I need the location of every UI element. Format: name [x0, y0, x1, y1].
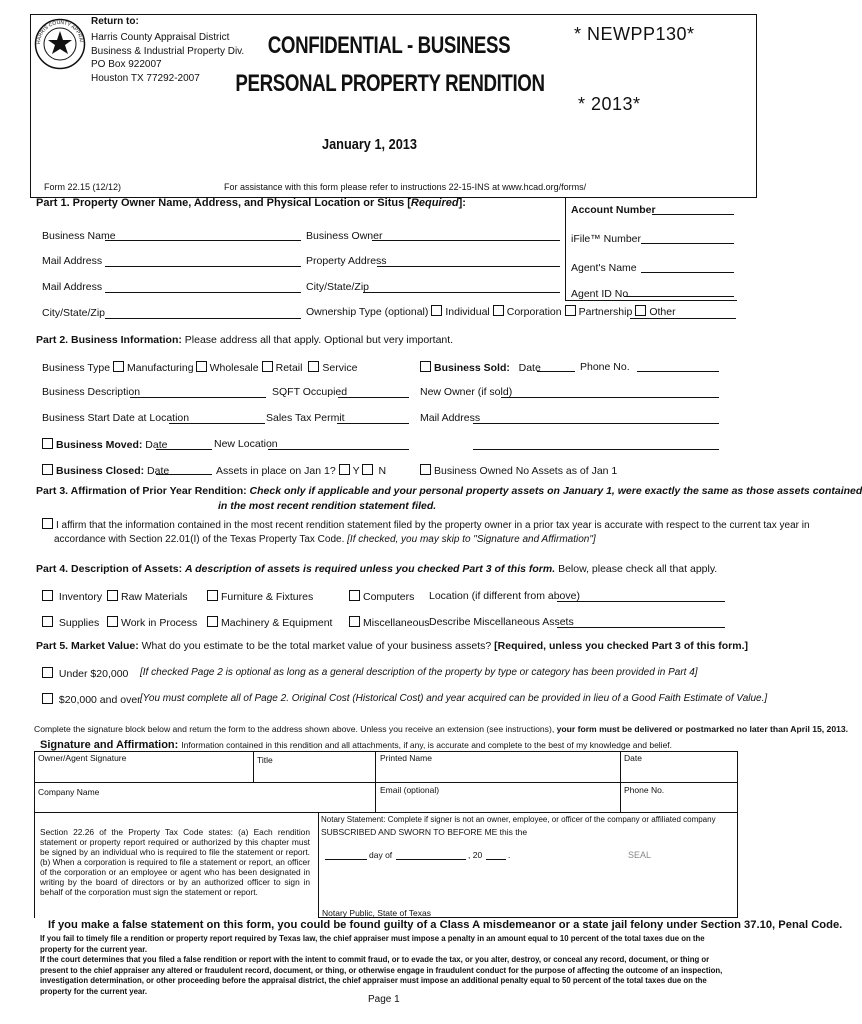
- sales-tax-permit-label: Sales Tax Permit: [266, 412, 345, 424]
- miscellaneous-option: Miscellaneous: [349, 616, 430, 629]
- sold-date-field[interactable]: [537, 371, 575, 372]
- computers-option: Computers: [349, 590, 414, 603]
- inventory-option: Inventory: [42, 590, 102, 603]
- assets-in-place-row: Assets in place on Jan 1? Y N: [216, 465, 387, 477]
- page-number: Page 1: [368, 994, 400, 1005]
- furniture-option: Furniture & Fixtures: [207, 590, 313, 603]
- part5-heading: Part 5. Market Value: What do you estimate to be the total market value of your business assets? [Required, unless you checked Part 3 of this form.]: [36, 640, 748, 652]
- phone-label: Phone No.: [624, 785, 665, 795]
- agent-name-field[interactable]: [641, 272, 734, 273]
- machinery-checkbox[interactable]: [207, 616, 218, 627]
- notary-year-field[interactable]: [486, 859, 506, 860]
- email-label: Email (optional): [380, 785, 440, 795]
- start-date-field[interactable]: [169, 423, 265, 424]
- furniture-checkbox[interactable]: [207, 590, 218, 601]
- individual-checkbox[interactable]: [431, 305, 442, 316]
- form-date: January 1, 2013: [322, 136, 417, 153]
- address-line: Houston TX 77292-2007: [91, 72, 200, 84]
- section-22-26-text: Section 22.26 of the Property Tax Code states: (a) Each rendition statement or property report required or authorized by this chapter must be signed by an individual who is required to file the statement or report. (b) When a corporation is required to file a statement or report, an officer of the corporation or an employee or agent who has been designated in writing by the board of directors or by an authorized officer to sign in behalf of the corporation must sign the statement or report.: [40, 827, 310, 897]
- notary-public-label: Notary Public, State of Texas: [322, 908, 431, 918]
- moved-date-field[interactable]: [156, 449, 212, 450]
- return-address: [91, 31, 244, 85]
- notary-day-field[interactable]: [325, 859, 367, 860]
- business-description-label: Business Description: [42, 386, 141, 398]
- part3-heading-cont: in the most recent rendition statement filed.: [218, 500, 437, 512]
- business-owner-label: Business Owner: [306, 230, 383, 242]
- business-sold-checkbox[interactable]: [420, 361, 431, 372]
- mail-address2-field[interactable]: [105, 292, 301, 293]
- year-prefix-label: , 20: [468, 850, 483, 860]
- city-state-zip-label: City/State/Zip: [306, 281, 370, 293]
- describe-misc-label: Describe Miscellaneous Assets: [429, 616, 574, 628]
- form-number: Form 22.15 (12/12): [44, 182, 122, 192]
- notary-statement: Notary Statement: Complete if signer is not an owner, employee, or officer of the company or affiliated company: [321, 815, 716, 824]
- computers-checkbox[interactable]: [349, 590, 360, 601]
- part3-heading: Part 3. Affirmation of Prior Year Rendition: Check only if applicable and your personal property assets on January 1, were exactly the same as those assets contained: [36, 485, 862, 497]
- over-20000-note: [You must complete all of Page 2. Original Cost (Historical Cost) and year acquired can be provided in lieu of a Good Faith Estimate of Value.]: [140, 693, 768, 704]
- owner-agent-signature-label: Owner/Agent Signature: [38, 753, 127, 763]
- supplies-checkbox[interactable]: [42, 616, 53, 627]
- owned-no-assets-checkbox[interactable]: [420, 464, 431, 475]
- business-owner-field[interactable]: [372, 240, 560, 241]
- other-field[interactable]: [630, 318, 736, 319]
- business-name-label: Business Name: [42, 230, 116, 242]
- assets-no-checkbox[interactable]: [362, 464, 373, 475]
- form-code-barcode: * NEWPP130*: [574, 24, 695, 44]
- address-line: PO Box 922007: [91, 59, 162, 70]
- new-location-field[interactable]: [268, 449, 409, 450]
- agent-id-label: Agent ID No.: [571, 288, 632, 300]
- moved-mail-address-label: Mail Address: [420, 412, 481, 424]
- part4-heading: Part 4. Description of Assets: A description of assets is required unless you checked Part 3 of this form. Below, please check all that apply.: [36, 563, 718, 575]
- assistance-text: For assistance with this form please refer to instructions 22-15-INS at www.hcad.org/forms/: [224, 182, 587, 192]
- part2-heading: Part 2. Business Information: Please address all that apply. Optional but very important.: [36, 334, 454, 346]
- business-sold-row: Business Sold: Date: [420, 361, 541, 374]
- false-statement-warning: If you make a false statement on this form, you could be found guilty of a Class A misdemeanor or a state jail felony under Section 37.10, Penal Code.: [48, 919, 843, 931]
- seal-label: SEAL: [628, 850, 652, 860]
- corporation-label: Corporation: [506, 306, 562, 318]
- return-to-label: Return to:: [91, 16, 139, 27]
- business-closed-checkbox[interactable]: [42, 464, 53, 475]
- mail-address2-label: Mail Address: [42, 281, 103, 293]
- sold-phone-label: Phone No.: [580, 361, 630, 373]
- address-line: Harris County Appraisal District: [91, 32, 230, 43]
- printed-name-label: Printed Name: [380, 753, 432, 763]
- city-state-zip2-label: City/State/Zip: [42, 307, 106, 319]
- business-type-label: Business Type: [42, 362, 111, 374]
- sqft-occupied-field[interactable]: [338, 397, 409, 398]
- ifile-number-field[interactable]: [641, 243, 734, 244]
- affirm-row-cont: accordance with Section 22.01(I) of the Texas Property Tax Code. [If checked, you may skip to "Signature and Affirmation"]: [54, 534, 596, 545]
- date-label: Date: [624, 753, 642, 763]
- business-moved-row: Business Moved: Date: [42, 438, 167, 451]
- under-20000-checkbox[interactable]: [42, 667, 53, 678]
- business-description-field[interactable]: [130, 397, 266, 398]
- manufacturing-checkbox[interactable]: [113, 361, 124, 372]
- work-in-process-checkbox[interactable]: [107, 616, 118, 627]
- ifile-number-label: iFile™ Number: [571, 233, 642, 245]
- raw-materials-checkbox[interactable]: [107, 590, 118, 601]
- form-year-code: * 2013*: [578, 94, 641, 114]
- individual-label: Individual: [445, 306, 490, 318]
- over-20000-checkbox[interactable]: [42, 693, 53, 704]
- work-in-process-option: Work in Process: [107, 616, 197, 629]
- location-field[interactable]: [557, 601, 725, 602]
- agent-name-label: Agent's Name: [571, 262, 637, 274]
- business-closed-row: Business Closed: Date: [42, 464, 169, 477]
- city-state-zip2-field[interactable]: [105, 318, 301, 319]
- title-label: Title: [257, 755, 273, 765]
- moved-city-state-zip-field[interactable]: [473, 449, 719, 450]
- account-number-field[interactable]: [652, 214, 734, 215]
- machinery-option: Machinery & Equipment: [207, 616, 332, 629]
- raw-materials-option: Raw Materials: [107, 590, 188, 603]
- inventory-checkbox[interactable]: [42, 590, 53, 601]
- miscellaneous-checkbox[interactable]: [349, 616, 360, 627]
- period-label: .: [508, 850, 511, 860]
- retail-checkbox[interactable]: [262, 361, 273, 372]
- notary-month-field[interactable]: [396, 859, 466, 860]
- signature-heading: Signature and Affirmation: Information contained in this rendition and all attachments, if any, is accurate and complete to the best of my knowledge and belief.: [40, 739, 673, 751]
- day-of-label: day of: [369, 850, 393, 860]
- city-state-zip-field[interactable]: [363, 292, 560, 293]
- penalty-paragraph: If the court determines that you filed a false rendition or report with the intent to commit fraud, or to evade the tax, or you alter, destroy, or conceal any record, document, or thing or present to the chief appraiser any altered or fraudulent record, document, or thing, or otherwise engage in fraudulent conduct for the purpose of affecting the outcome of an inspection, investigation determination, or other proceeding before the appraisal district, the chief appraiser must impose an additional penalty equal to 50 percent of the total taxes due on the property for the current year.: [40, 955, 723, 996]
- county-seal-logo: [34, 18, 86, 70]
- company-name-label: Company Name: [38, 787, 100, 797]
- sqft-occupied-label: SQFT Occupied: [272, 386, 348, 398]
- ownership-type-row: [306, 305, 676, 318]
- account-number-label: Account Number: [571, 204, 656, 216]
- affirm-checkbox[interactable]: [42, 518, 53, 529]
- signature-instruction: Complete the signature block below and return the form to the address shown above. Unless you receive an extension (see instructions), your form must be delivered or postmarked no later than April 15, 2013.: [34, 724, 849, 734]
- business-moved-checkbox[interactable]: [42, 438, 53, 449]
- penalty-text: [40, 934, 734, 997]
- partnership-label: Partnership: [578, 306, 633, 318]
- under-20000-note: [If checked Page 2 is optional as long as a general description of the property by type or category has been provided in Part 4]: [140, 667, 698, 678]
- property-address-field[interactable]: [377, 266, 560, 267]
- address-line: Business & Industrial Property Div.: [91, 45, 245, 57]
- new-owner-label: New Owner (if sold): [420, 386, 513, 398]
- subscribed-text: SUBSCRIBED AND SWORN TO BEFORE ME this the: [321, 827, 528, 837]
- assets-yes-checkbox[interactable]: [339, 464, 350, 475]
- moved-mail-address-field[interactable]: [473, 423, 719, 424]
- ownership-type-label: Ownership Type (optional): [306, 306, 429, 318]
- svg-text:HARRIS COUNTY APPRAISAL: HARRIS COUNTY APPRAI: [35, 19, 84, 45]
- under-20000-option: Under $20,000: [42, 667, 128, 680]
- sales-tax-permit-field[interactable]: [337, 423, 409, 424]
- agent-id-field[interactable]: [624, 296, 734, 297]
- owned-no-assets-row: Business Owned No Assets as of Jan 1: [420, 464, 617, 477]
- penalty-paragraph: If you fail to timely file a rendition or property report required by Texas law, the chief appraiser must impose a penalty in an amount equal to 10 percent of the total taxes due on the property for the current year.: [40, 934, 705, 954]
- part1-heading: Part 1. Property Owner Name, Address, and Physical Location or Situs [Required]:: [36, 197, 466, 209]
- other-label: Other: [649, 306, 676, 318]
- new-owner-field[interactable]: [501, 397, 719, 398]
- sold-phone-field[interactable]: [637, 371, 719, 372]
- mail-address-field[interactable]: [105, 266, 301, 267]
- over-20000-option: $20,000 and over: [42, 693, 141, 706]
- mail-address-label: Mail Address: [42, 255, 103, 267]
- affirm-row: I affirm that the information contained in the most recent rendition statement filed by the property owner in a prior tax year is accurate with respect to the current tax year in: [42, 518, 810, 531]
- supplies-option: Supplies: [42, 616, 99, 629]
- partnership-checkbox[interactable]: [565, 305, 576, 316]
- closed-date-field[interactable]: [156, 474, 212, 475]
- corporation-checkbox[interactable]: [493, 305, 504, 316]
- form-title-line1: CONFIDENTIAL - BUSINESS: [267, 32, 511, 59]
- form-title-line2: PERSONAL PROPERTY RENDITION: [235, 70, 545, 97]
- describe-misc-field[interactable]: [557, 627, 725, 628]
- wholesale-checkbox[interactable]: [196, 361, 207, 372]
- start-date-label: Business Start Date at Location: [42, 412, 190, 424]
- property-address-label: Property Address: [306, 255, 387, 267]
- service-checkbox[interactable]: [308, 361, 319, 372]
- new-location-label: New Location: [214, 438, 278, 450]
- other-checkbox[interactable]: [635, 305, 646, 316]
- business-type-row: Business Type Manufacturing Wholesale Retail Service: [42, 362, 358, 374]
- business-name-field[interactable]: [105, 240, 301, 241]
- location-label: Location (if different from above): [429, 590, 580, 602]
